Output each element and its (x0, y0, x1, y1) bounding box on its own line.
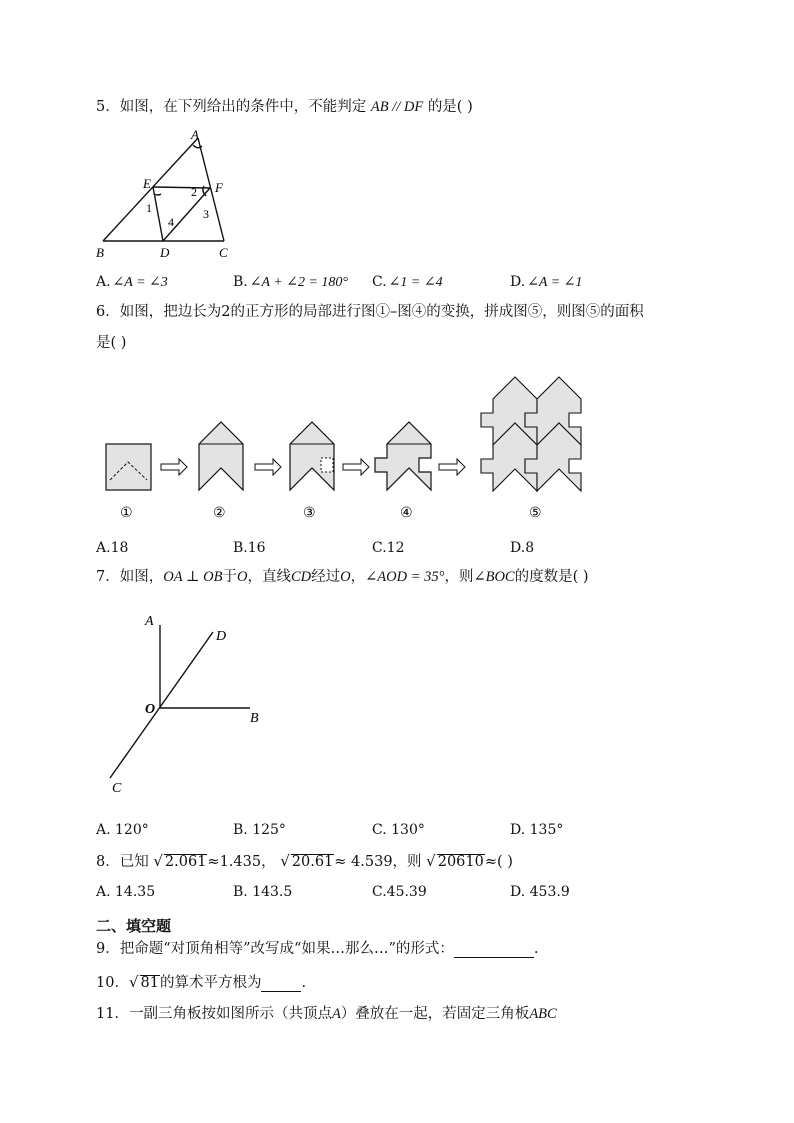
q5-stem (96, 98, 473, 116)
q5-label-A: A (191, 127, 199, 142)
q5-label-F: F (215, 180, 223, 195)
q6-option-d[interactable]: D.8 (510, 540, 535, 556)
q5-option-b[interactable]: B. ∠A + ∠2 = 180° (233, 274, 349, 290)
q8-number: 8． (96, 854, 120, 870)
q5-math: AB // DF (370, 99, 424, 115)
q5-label-D: D (160, 245, 170, 260)
q5-angle-1: 1 (146, 201, 152, 215)
q7-option-d[interactable]: D. 135° (510, 822, 564, 838)
q6-stem-line2 (96, 334, 126, 352)
q5-text-c: ) (467, 99, 473, 115)
q9-number: 9． (96, 941, 120, 957)
sqrt-sign-4: √ (128, 973, 139, 991)
q7-number: 7． (96, 569, 120, 585)
q6-arrow-2 (255, 459, 281, 475)
q7-option-c[interactable]: C. 130° (372, 822, 425, 838)
q6-caption-2: ② (213, 506, 226, 521)
q5-angle-2: 2 (191, 185, 197, 199)
sqrt-sign-2: √ (280, 852, 290, 870)
q8-option-b[interactable]: B. 143.5 (233, 884, 293, 900)
q9-stem: 9．把命题“对顶角相等”改写成“如果…那么…”的形式： . (96, 941, 539, 957)
sqrt-sign-1: √ (153, 852, 163, 870)
q7-label-C: C (112, 781, 122, 796)
q6-option-b[interactable]: B.16 (233, 540, 266, 556)
q6-number: 6． (96, 304, 120, 320)
q6-caption-5: ⑤ (529, 506, 542, 521)
q10-stem: 10．√ 81的算术平方根为 . (96, 973, 307, 991)
q5-triangle-figure (88, 124, 248, 264)
q10-radicand: 81 (140, 975, 159, 991)
q6-caption-1: ① (120, 506, 133, 521)
q5-label-E: E (143, 176, 151, 191)
q7-stem: 7．如图，OA ⊥ OB于O，直线CD经过O，∠AOD = 35°，则∠BOC的度数是( ) (96, 569, 589, 585)
q8-option-d[interactable]: D. 453.9 (510, 884, 570, 900)
q5-option-c[interactable]: C. ∠1 = ∠4 (372, 274, 443, 290)
q10-answer-blank[interactable] (261, 976, 301, 992)
q8-stem: 8．已知 √ 2.061≈1.435， √ 20.61≈ 4.539，则 √ 20610≈( ) (96, 852, 513, 870)
q6-stem-line1 (96, 303, 644, 321)
q5-text-a: 如图，在下列给出的条件中，不能判定 (119, 99, 367, 115)
q6-option-a[interactable]: A.18 (96, 540, 129, 556)
q6-arrow-3 (343, 459, 369, 475)
q9-answer-blank[interactable] (454, 942, 534, 958)
q7-angle-figure (100, 610, 280, 800)
q5-option-d[interactable]: D. ∠A = ∠1 (510, 274, 583, 290)
q5-angle-3: 3 (203, 207, 209, 221)
q6-text-1: 如图，把边长为2的正方形的局部进行图①–图④的变换，拼成图⑤，则图⑤的面积 (119, 304, 644, 320)
q6-fig1-square (106, 444, 151, 490)
q5-angle-4: 4 (168, 215, 174, 229)
q6-fig3-shape (290, 422, 334, 490)
q7-option-a[interactable]: A. 120° (96, 822, 149, 838)
q5-label-B: B (96, 245, 104, 260)
q8-radicand-1: 2.061 (164, 854, 207, 870)
q6-arrow-4 (439, 459, 465, 475)
q11-stem: 11．一副三角板按如图所示（共顶点A）叠放在一起，若固定三角板ABC (96, 1006, 557, 1022)
q5-label-C: C (219, 245, 228, 260)
section-heading-fill-in: 二、填空题 (96, 917, 172, 935)
q6-fig2-shape (199, 422, 243, 490)
q7-label-B: B (250, 711, 259, 726)
q6-arrow-1 (161, 459, 187, 475)
q7-label-D: D (216, 629, 227, 644)
q11-number: 11． (96, 1006, 129, 1022)
q6-fig4-shape (375, 422, 431, 490)
q5-option-a[interactable]: A. ∠A = ∠3 (96, 274, 168, 290)
q6-transform-figure (95, 372, 595, 532)
q6-text-2: 是( ) (96, 335, 127, 351)
sqrt-sign-3: √ (426, 852, 436, 870)
q8-option-c[interactable]: C.45.39 (372, 884, 427, 900)
q7-label-O: O (145, 702, 156, 717)
q7-option-b[interactable]: B. 125° (233, 822, 286, 838)
q6-caption-4: ④ (400, 506, 413, 521)
q5-number: 5． (96, 99, 120, 115)
q6-fig5-tiling (481, 377, 581, 491)
q8-radicand-2: 20.61 (291, 854, 334, 870)
q6-option-c[interactable]: C.12 (372, 540, 405, 556)
q5-text-b: 的是( (427, 99, 463, 115)
q7-label-A: A (145, 614, 154, 629)
q6-caption-3: ③ (303, 506, 316, 521)
q8-option-a[interactable]: A. 14.35 (96, 884, 156, 900)
q8-radicand-3: 20610 (437, 854, 484, 870)
q10-number: 10． (96, 975, 129, 991)
